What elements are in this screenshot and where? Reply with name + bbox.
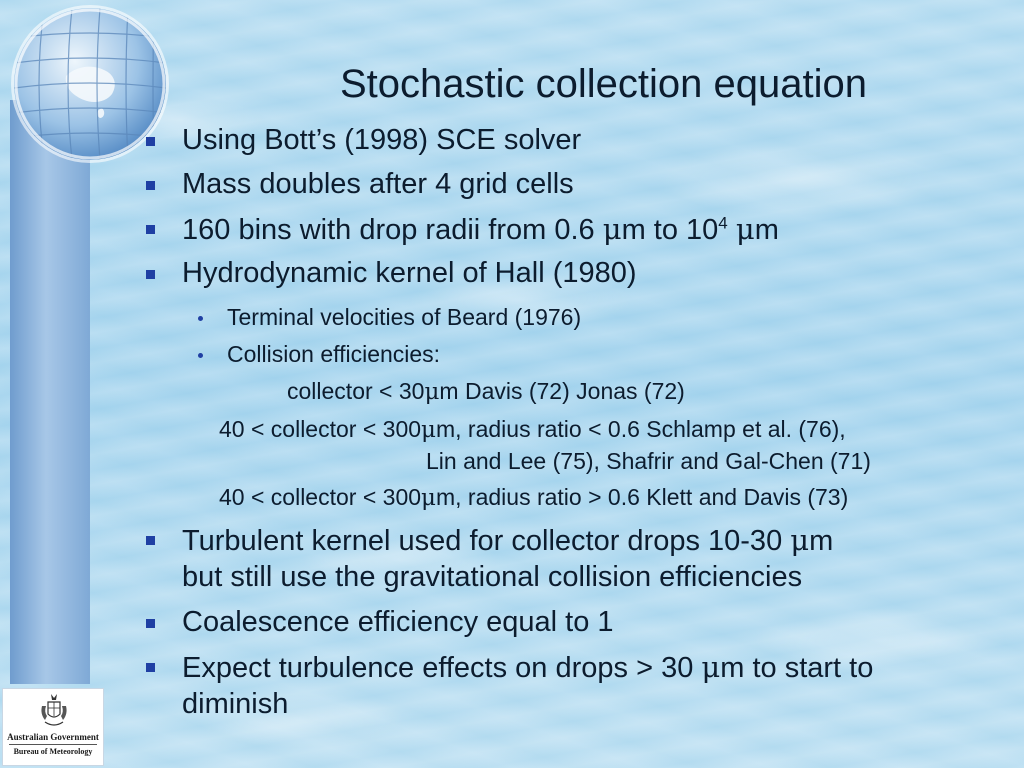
sub-bullet-terminal-velocities: Terminal velocities of Beard (1976): [227, 304, 582, 330]
mu-symbol: μ: [421, 417, 436, 443]
bins-text-end: m: [754, 214, 779, 246]
bullet-marker: [146, 181, 155, 190]
effects-text: m to start to: [720, 652, 874, 684]
turb-text: m: [809, 525, 834, 557]
bullet-turbulence-effects-line1: [182, 650, 873, 685]
bullet-turbulence-effects-line2: diminish: [182, 688, 289, 720]
bins-text-start: 160 bins with drop radii from 0.6: [182, 214, 603, 246]
bullet-marker: [146, 619, 155, 628]
bullet-marker: [146, 663, 155, 672]
turb-text: Turbulent kernel used for collector drops 10-30: [182, 525, 791, 557]
efficiency-line-medium-low-ratio: [219, 416, 846, 443]
bullet-160-bins: [182, 212, 779, 247]
bins-text-mid: m to 10: [621, 214, 719, 246]
bullet-marker: [146, 270, 155, 279]
exponent: 4: [718, 213, 728, 233]
bullet-marker: [146, 536, 155, 545]
sub-bullet-marker: [198, 316, 203, 321]
efficiency-line-medium-high-ratio: [219, 484, 848, 511]
mu-symbol: μ: [421, 485, 436, 511]
mu-symbol: μ: [735, 212, 755, 246]
bullet-marker: [146, 225, 155, 234]
bullet-mass-doubles: Mass doubles after 4 grid cells: [182, 168, 574, 200]
mu-symbol: μ: [701, 650, 721, 684]
logo-text-government: Australian Government: [7, 732, 99, 742]
logo-text-bureau: Bureau of Meteorology: [13, 747, 93, 756]
bullet-turbulent-kernel-line2: but still use the gravitational collision efficiencies: [182, 561, 803, 593]
eff-text: collector < 30: [287, 378, 425, 404]
effects-text: Expect turbulence effects on drops > 30: [182, 652, 702, 684]
eff-text: m Davis (72) Jonas (72): [439, 378, 685, 404]
mu-symbol: μ: [424, 379, 440, 405]
mu-symbol: μ: [602, 212, 622, 246]
bullet-turbulent-kernel-line1: [182, 523, 833, 558]
bins-space: [728, 214, 736, 246]
sub-bullet-collision-efficiencies: Collision efficiencies:: [227, 341, 441, 367]
sub-bullet-marker: [198, 353, 203, 358]
bullet-marker: [146, 137, 155, 146]
efficiency-line-continuation: Lin and Lee (75), Shafrir and Gal-Chen (71): [426, 448, 871, 474]
eff-text: 40 < collector < 300: [219, 484, 422, 510]
eff-text: 40 < collector < 300: [219, 416, 422, 442]
efficiency-line-small: [287, 378, 685, 405]
eff-text: m, radius ratio < 0.6 Schlamp et al. (76),: [435, 416, 846, 442]
bullet-coalescence: Coalescence efficiency equal to 1: [182, 606, 614, 638]
eff-text: m, radius ratio > 0.6 Klett and Davis (73): [435, 484, 849, 510]
mu-symbol: μ: [790, 523, 810, 557]
bullet-bott-solver: Using Bott’s (1998) SCE solver: [182, 124, 582, 156]
bullet-hall-kernel: Hydrodynamic kernel of Hall (1980): [182, 257, 637, 289]
slide-title: Stochastic collection equation: [340, 62, 867, 106]
